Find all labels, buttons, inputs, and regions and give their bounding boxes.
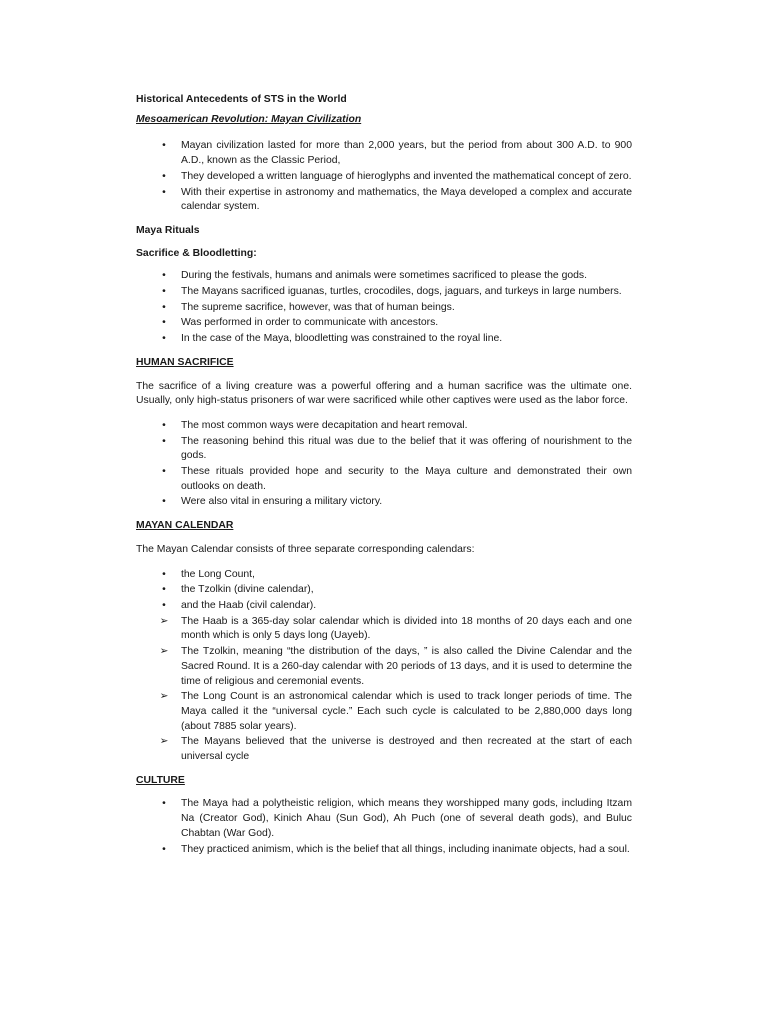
list-item-text: the Tzolkin (divine calendar),: [181, 584, 314, 596]
mayan-calendar-paragraph: The Mayan Calendar consists of three separate corresponding calendars:: [136, 543, 475, 555]
list-item: [136, 645, 632, 689]
bullet-icon: •: [162, 584, 166, 596]
bullet-icon: •: [162, 170, 166, 182]
document-title: Historical Antecedents of STS in the World: [136, 94, 347, 105]
bullet-icon: •: [162, 317, 166, 329]
document-subtitle: Mesoamerican Revolution: Mayan Civilization: [136, 113, 362, 125]
list-item: [136, 568, 632, 583]
list-item-text: Mayan civilization lasted for more than 2,000 years, but the period from about 300 A.D. to 900 A.D., known as the Classic Period,: [181, 140, 632, 167]
arrow-bullet-icon: ➢: [159, 691, 169, 703]
list-item-text: The Haab is a 365-day solar calendar which is divided into 18 months of 20 days each and one month which is only 5 days long (Uayeb).: [181, 615, 632, 642]
bullet-icon: •: [162, 186, 166, 198]
list-item-text: the Long Count,: [181, 568, 255, 580]
list-item: [136, 583, 632, 598]
list-item-text: The reasoning behind this ritual was due to the belief that it was offering of nourishment to the gods.: [181, 435, 632, 462]
mayan-calendar-heading: MAYAN CALENDAR: [136, 520, 234, 532]
bullet-icon: •: [162, 140, 166, 152]
bullet-icon: •: [162, 419, 166, 431]
human-sacrifice-heading: HUMAN SACRIFICE: [136, 356, 234, 368]
intro-list: [136, 139, 632, 215]
bullet-icon: •: [162, 496, 166, 508]
list-item-text: The Mayans believed that the universe is destroyed and then recreated at the start of each universal cycle: [181, 736, 632, 763]
list-item: [136, 465, 632, 494]
list-item: [136, 495, 632, 510]
list-item: [136, 285, 632, 300]
sacrifice-list: [136, 269, 632, 347]
list-item: [136, 139, 632, 168]
calendar-list: [136, 568, 632, 765]
maya-rituals-heading: Maya Rituals: [136, 224, 200, 236]
human-sacrifice-paragraph: The sacrifice of a living creature was a powerful offering and a human sacrifice was the ultimate one. Usually, only high-status prisoners of war were sacrificed while other captives were used as the labor force.: [136, 380, 632, 407]
list-item: [136, 170, 632, 185]
document-body: [136, 93, 632, 866]
list-item-text: These rituals provided hope and security to the Maya culture and demonstrated their own outlooks on death.: [181, 466, 632, 492]
list-item: [136, 843, 632, 858]
list-item: [136, 332, 632, 347]
list-item-text: The supreme sacrifice, however, was that of human beings.: [181, 301, 455, 313]
culture-heading: CULTURE: [136, 774, 185, 786]
list-item: [136, 186, 632, 215]
list-item-text: They developed a written language of hieroglyphs and invented the mathematical concept of zero.: [181, 170, 632, 182]
bullet-icon: •: [162, 435, 166, 447]
list-item-text: The Tzolkin, meaning “the distribution of the days, ” is also called the Divine Calendar and the Sacred Round. It is a 260-day calendar with 20 periods of 13 days, and it is used to determine the time of religious and ceremonial events.: [181, 646, 632, 687]
list-item: [136, 735, 632, 764]
list-item: [136, 690, 632, 734]
list-item-text: The Long Count is an astronomical calendar which is used to track longer periods of time. The Maya called it the “universal cycle.” Each such cycle is calculated to be 2,880,000 days long (about 7885 solar years).: [181, 691, 632, 732]
list-item: [136, 301, 632, 316]
human-sacrifice-list: [136, 419, 632, 510]
list-item-text: They practiced animism, which is the belief that all things, including inanimate objects, had a soul.: [181, 843, 630, 855]
bullet-icon: •: [162, 466, 166, 478]
list-item: [136, 435, 632, 464]
bullet-icon: •: [162, 798, 166, 810]
list-item: [136, 599, 632, 614]
arrow-bullet-icon: ➢: [159, 646, 169, 658]
list-item: [136, 316, 632, 331]
bullet-icon: •: [162, 286, 166, 298]
list-item-text: and the Haab (civil calendar).: [181, 599, 317, 611]
list-item-text: The most common ways were decapitation and heart removal.: [181, 419, 468, 431]
arrow-bullet-icon: ➢: [159, 736, 169, 748]
list-item-text: The Maya had a polytheistic religion, which means they worshipped many gods, including Itzam Na (Creator God), Kinich Ahau (Sun God), Ah Puch (one of several death gods), and Buluc Chabtan (War God).: [181, 798, 632, 839]
list-item: [136, 269, 632, 284]
arrow-bullet-icon: ➢: [159, 615, 169, 627]
bullet-icon: •: [162, 843, 166, 855]
list-item-text: In the case of the Maya, bloodletting was constrained to the royal line.: [181, 333, 503, 345]
bullet-icon: •: [162, 599, 166, 611]
bullet-icon: •: [162, 270, 166, 282]
culture-list: [136, 797, 632, 857]
list-item-text: Was performed in order to communicate with ancestors.: [181, 317, 439, 329]
sacrifice-heading: Sacrifice & Bloodletting:: [136, 247, 257, 259]
list-item: [136, 419, 632, 434]
list-item-text: With their expertise in astronomy and mathematics, the Maya developed a complex and accurate calendar system.: [181, 186, 632, 213]
bullet-icon: •: [162, 333, 166, 345]
list-item-text: During the festivals, humans and animals were sometimes sacrificed to please the gods.: [181, 270, 588, 282]
bullet-icon: •: [162, 568, 166, 580]
list-item-text: Were also vital in ensuring a military victory.: [181, 496, 383, 508]
list-item: [136, 615, 632, 644]
list-item: [136, 797, 632, 841]
list-item-text: The Mayans sacrificed iguanas, turtles, crocodiles, dogs, jaguars, and turkeys in large numbers.: [181, 286, 622, 298]
bullet-icon: •: [162, 301, 166, 313]
